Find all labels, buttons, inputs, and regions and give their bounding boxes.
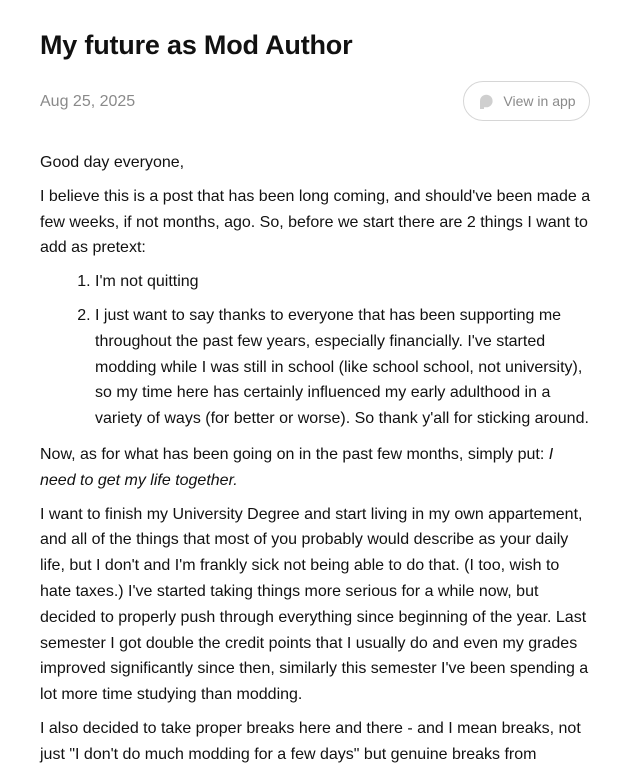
- update-paragraph: [40, 442, 592, 494]
- post-body: [40, 150, 592, 774]
- post-meta: [40, 81, 590, 123]
- pretext-list: [40, 269, 592, 432]
- view-in-app-label: View in app: [503, 93, 576, 109]
- patreon-logo-icon: [477, 92, 495, 110]
- update-emphasis: I need to get my life together.: [40, 445, 554, 489]
- list-item: 2. I just want to say thanks to everyone that has been supporting me throughout the past few years, especially financially. I've started modding while I was still in school (like school school, not university), so my time here has certainly influenced my early adulthood in a variety of ways (for better or worse). So thank y'all for sticking around.: [95, 303, 592, 432]
- update-text: Now, as for what has been going on in the past few months, simply put:: [40, 445, 549, 463]
- post-title: My future as Mod Author: [40, 30, 353, 60]
- greeting-paragraph: Good day everyone,: [40, 154, 185, 171]
- breaks-paragraph: I also decided to take proper breaks here and there - and I mean breaks, not just "I don't do much modding for a few days" but genuine breaks from: [40, 719, 581, 763]
- view-in-app-button[interactable]: [463, 81, 590, 121]
- degree-paragraph: I want to finish my University Degree and start living in my own appartement, and all of the things that most of you probably would describe as your daily life, but I don't and I'm frankly sick not being able to do that. (I too, wish to hate taxes.) I've started taking things more serious for a while now, but decided to properly push through everything since beginning of the year. Last semester I got double the credit points that I usually do and even my grades improved significantly since then, similarly this semester I've been spending a lot more time studying than modding.: [40, 505, 589, 704]
- post-date: Aug 25, 2025: [40, 93, 136, 110]
- list-item: 1. I'm not quitting: [95, 269, 592, 295]
- intro-paragraph: I believe this is a post that has been long coming, and should've been made a few weeks, if not months, ago. So, before we start there are 2 things I want to add as pretext:: [40, 187, 591, 257]
